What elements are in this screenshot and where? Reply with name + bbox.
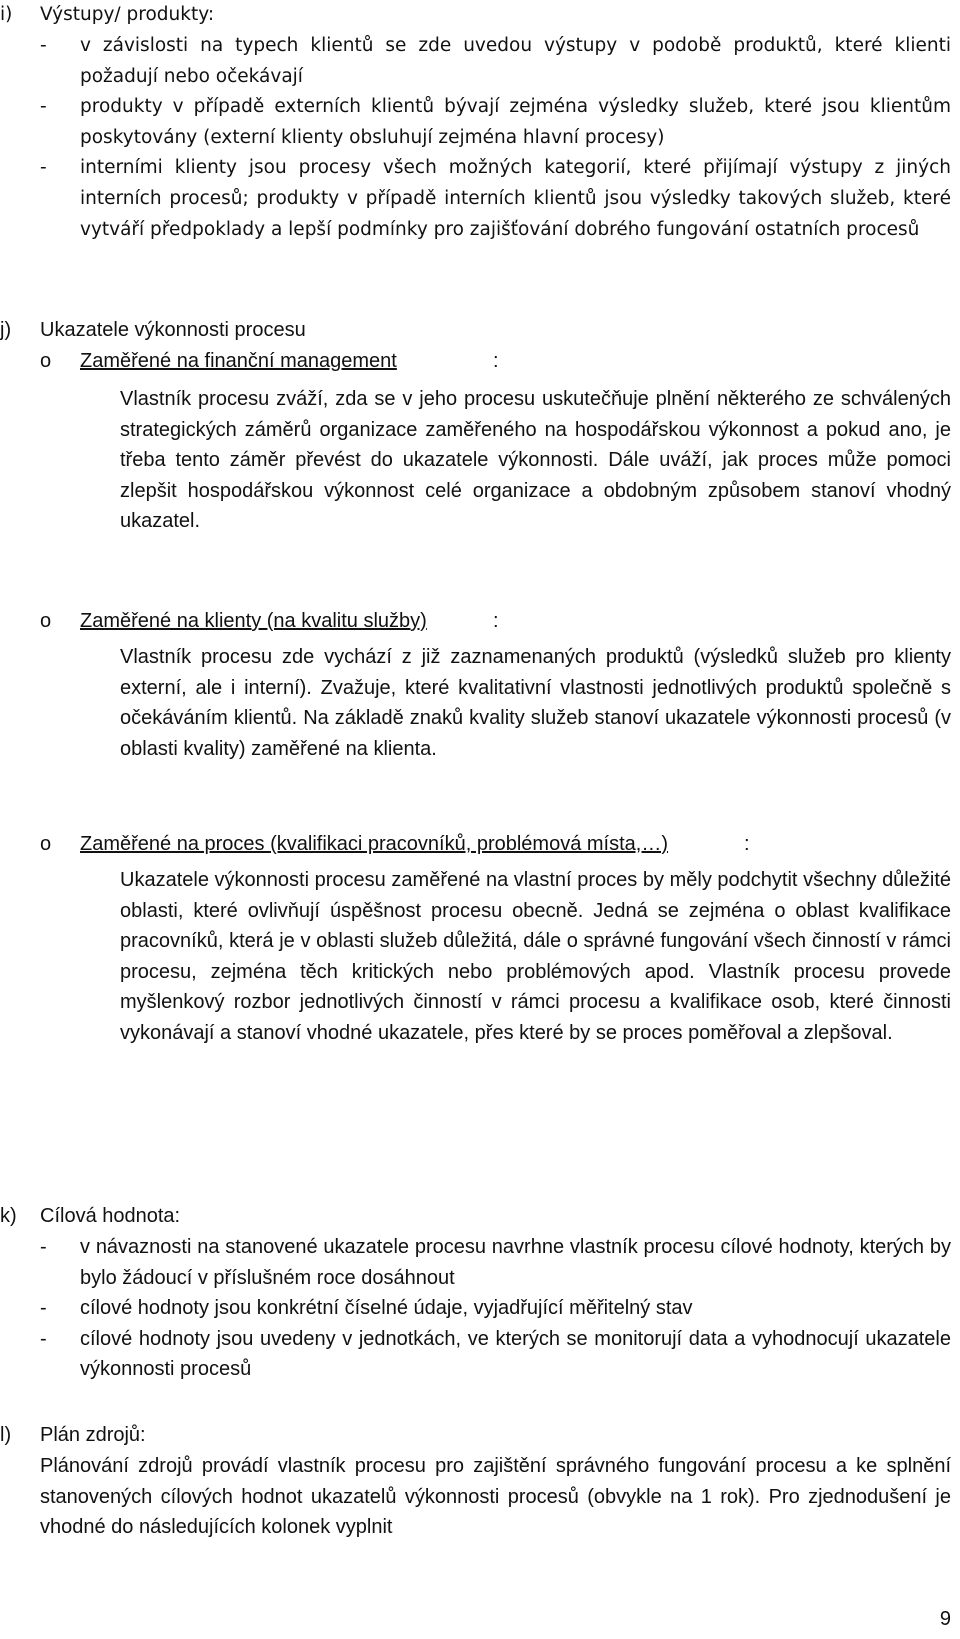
sub-paragraph: Vlastník procesu zváží, zda se v jeho procesu uskutečňuje plnění některého ze schválených strategických záměrů organizace zaměřeného na hospodářskou výkonnost a pokud ano, je třeba tento záměr převést do ukazatele výkonnosti. Dále uváží, jak proces může pomoci zlepšit hospodářskou výkonnost celé organizace a obdobným způsobem stanoví vhodný ukazatel.	[120, 388, 951, 533]
section-heading: Výstupy/ produkty:	[40, 4, 215, 25]
sub-heading-colon: :	[493, 350, 499, 372]
list-item: - cílové hodnoty jsou konkrétní číselné údaje, vyjadřující měřitelný stav	[40, 1293, 951, 1324]
dash-marker: -	[40, 1236, 47, 1258]
dash-marker: -	[40, 35, 47, 56]
list-item: - v závislosti na typech klientů se zde uvedou výstupy v podobě produktů, které klienti požadují nebo očekávají	[40, 31, 951, 92]
sub-heading: Zaměřené na proces (kvalifikaci pracovníků, problémová místa,…)	[80, 833, 669, 855]
section-letter: k)	[0, 1205, 17, 1227]
section-letter: l)	[0, 1424, 12, 1446]
sub-heading-colon: :	[744, 833, 750, 855]
section-letter: j)	[0, 319, 12, 341]
dash-list	[40, 1232, 951, 1385]
dash-marker: -	[40, 1297, 47, 1320]
section-paragraph: Plánování zdrojů provádí vlastník procesu pro zajištění správného fungování procesu a ke splnění stanovených cílových hodnot ukazatelů výkonnosti procesů (obvykle na 1 rok). Pro zjednodušení je vhodné do následujících kolonek vyplnit	[40, 1455, 951, 1539]
list-item: - interními klienty jsou procesy všech možných kategorií, které přijímají výstupy z jiných interních procesů; produkty v případě interních klientů jsou výsledky takových služeb, které vytváří předpoklady a lepší podmínky pro zajišťování dobrého fungování ostatních procesů	[40, 153, 951, 245]
bullet-marker: o	[40, 610, 52, 632]
sub-paragraph: Ukazatele výkonnosti procesu zaměřené na vlastní proces by měly podchytit všechny důležité oblasti, které ovlivňují úspěšnost procesu obecně. Jedná se zejména o oblast kvalifikace pracovníků, která je v oblasti služeb důležitá, dále o správné fungování všech činností v rámci procesu, zejména těch kritických nebo problémových apod. Vlastník procesu provede myšlenkový rozbor jednotlivých činností v rámci procesu a kvalifikace osob, které činnosti vykonávají a stanoví vhodné ukazatele, přes které by se proces poměřoval a zlepšoval.	[120, 869, 951, 1044]
sub-paragraph: Vlastník procesu zde vychází z již zaznamenaných produktů (výsledků služeb pro klienty externí, ale i interní). Zvažuje, které kvalitativní vlastnosti jednotlivých produktů společně s očekáváním klientů. Na základě znaků kvality služeb stanoví ukazatele výkonnosti procesů (v oblasti kvality) zaměřené na klienta.	[120, 646, 951, 760]
sub-heading-colon: :	[493, 610, 499, 632]
section-letter: i)	[0, 4, 13, 25]
sub-heading: Zaměřené na klienty (na kvalitu služby)	[80, 610, 427, 632]
list-item: - v návaznosti na stanovené ukazatele procesu navrhne vlastník procesu cílové hodnoty, kterých by bylo žádoucí v příslušném roce dosáhnout	[40, 1232, 951, 1293]
dash-marker: -	[40, 157, 47, 179]
section-heading: Plán zdrojů:	[40, 1424, 146, 1446]
dash-list	[40, 31, 951, 245]
dash-marker: -	[40, 1327, 47, 1350]
section-heading: Ukazatele výkonnosti procesu	[40, 319, 306, 341]
page-number: 9	[939, 1608, 951, 1630]
bullet-marker: o	[40, 350, 52, 372]
section-heading: Cílová hodnota:	[40, 1205, 181, 1227]
list-item: - cílové hodnoty jsou uvedeny v jednotkách, ve kterých se monitorují data a vyhodnocují ukazatele výkonnosti procesů	[40, 1324, 951, 1385]
dash-marker: -	[40, 96, 47, 118]
sub-heading: Zaměřené na finanční management	[80, 350, 397, 372]
list-item: - produkty v případě externích klientů bývají zejména výsledky služeb, které jsou klientům poskytovány (externí klienty obsluhují zejména hlavní procesy)	[40, 92, 951, 153]
bullet-marker: o	[40, 833, 52, 855]
